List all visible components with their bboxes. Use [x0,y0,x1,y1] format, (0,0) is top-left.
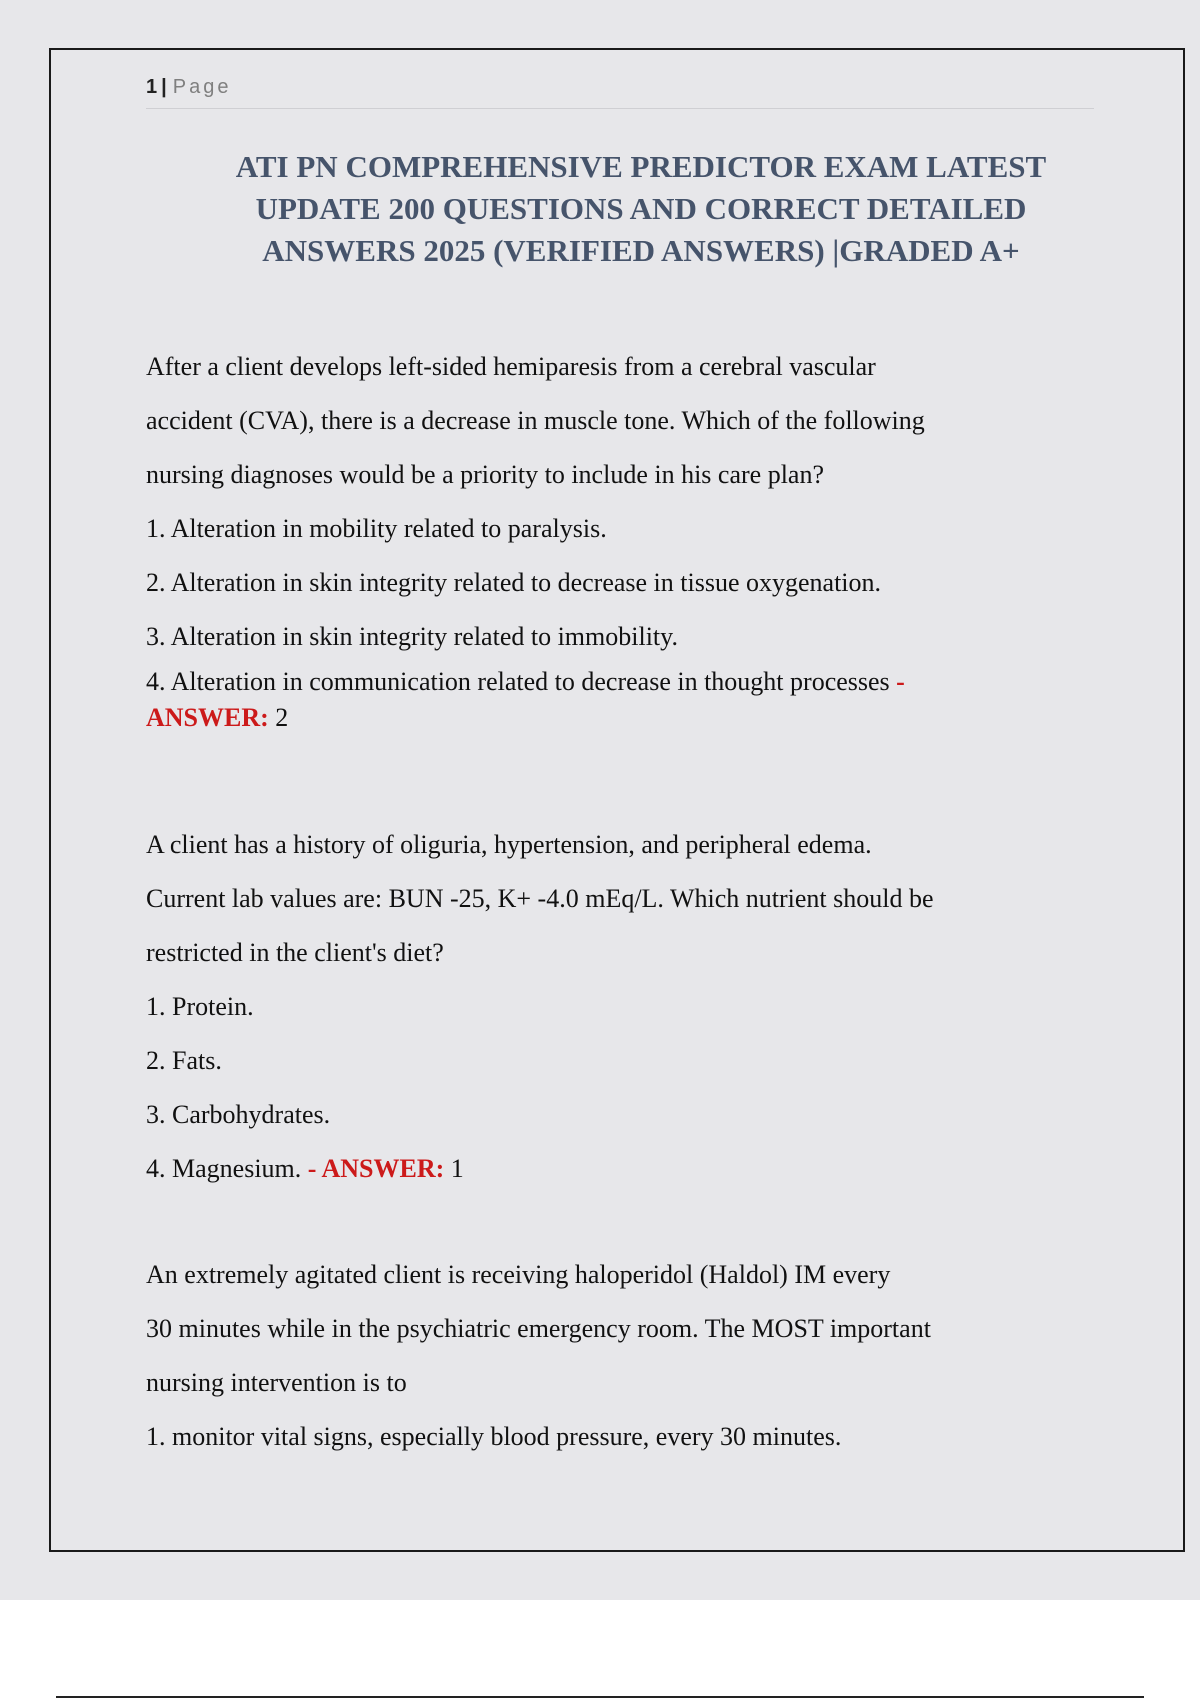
document-page [49,48,1185,1552]
question-stem-line: 30 minutes while in the psychiatric emergency room. The MOST important [146,1314,931,1343]
answer-value: 2 [275,703,289,732]
question-option: 1. monitor vital signs, especially blood pressure, every 30 minutes. [146,1422,842,1451]
spacer [146,736,1106,818]
answer-dash: - [896,667,905,696]
answer-label: - ANSWER: [307,1154,445,1183]
question-option: 4. Alteration in communication related to decrease in thought processes [146,667,890,696]
answer-value: 1 [450,1154,464,1183]
document-title [141,146,1141,272]
next-page-divider [56,1696,1144,1698]
spacer [146,1196,1106,1248]
question-stem-line: After a client develops left-sided hemiparesis from a cerebral vascular [146,352,876,381]
question-stem-line: Current lab values are: BUN -25, K+ -4.0 mEq/L. Which nutrient should be [146,884,934,913]
question-option: 1. Alteration in mobility related to paralysis. [146,514,607,543]
question-stem-line: accident (CVA), there is a decrease in muscle tone. Which of the following [146,406,925,435]
question-1 [146,340,1106,736]
question-option-with-answer [146,664,1106,700]
question-option: 2. Fats. [146,1046,222,1075]
question-option: 1. Protein. [146,992,254,1021]
question-option: 4. Magnesium. [146,1154,302,1183]
page-header [146,76,1094,109]
question-option: 3. Alteration in skin integrity related to immobility. [146,622,678,651]
answer-line [146,700,1106,736]
question-stem-line: An extremely agitated client is receiving haloperidol (Haldol) IM every [146,1260,891,1289]
answer-label: ANSWER: [146,703,269,732]
question-stem-line: nursing diagnoses would be a priority to include in his care plan? [146,460,825,489]
question-stem-line: restricted in the client's diet? [146,938,444,967]
question-3 [146,1248,1106,1464]
title-line: UPDATE 200 QUESTIONS AND CORRECT DETAILED [255,191,1027,226]
question-stem-line: A client has a history of oliguria, hypertension, and peripheral edema. [146,830,872,859]
title-line: ANSWERS 2025 (VERIFIED ANSWERS) |GRADED A+ [262,233,1020,268]
question-option: 3. Carbohydrates. [146,1100,331,1129]
question-option: 2. Alteration in skin integrity related to decrease in tissue oxygenation. [146,568,882,597]
title-line: ATI PN COMPREHENSIVE PREDICTOR EXAM LATEST [235,149,1047,184]
question-2 [146,818,1106,1196]
questions-content [146,340,1106,1464]
page-header-separator: | [161,76,167,98]
page-number: 1 [146,76,158,98]
question-option-with-answer [146,1142,1106,1196]
page-label: Page [172,76,232,98]
question-stem-line: nursing intervention is to [146,1368,407,1397]
